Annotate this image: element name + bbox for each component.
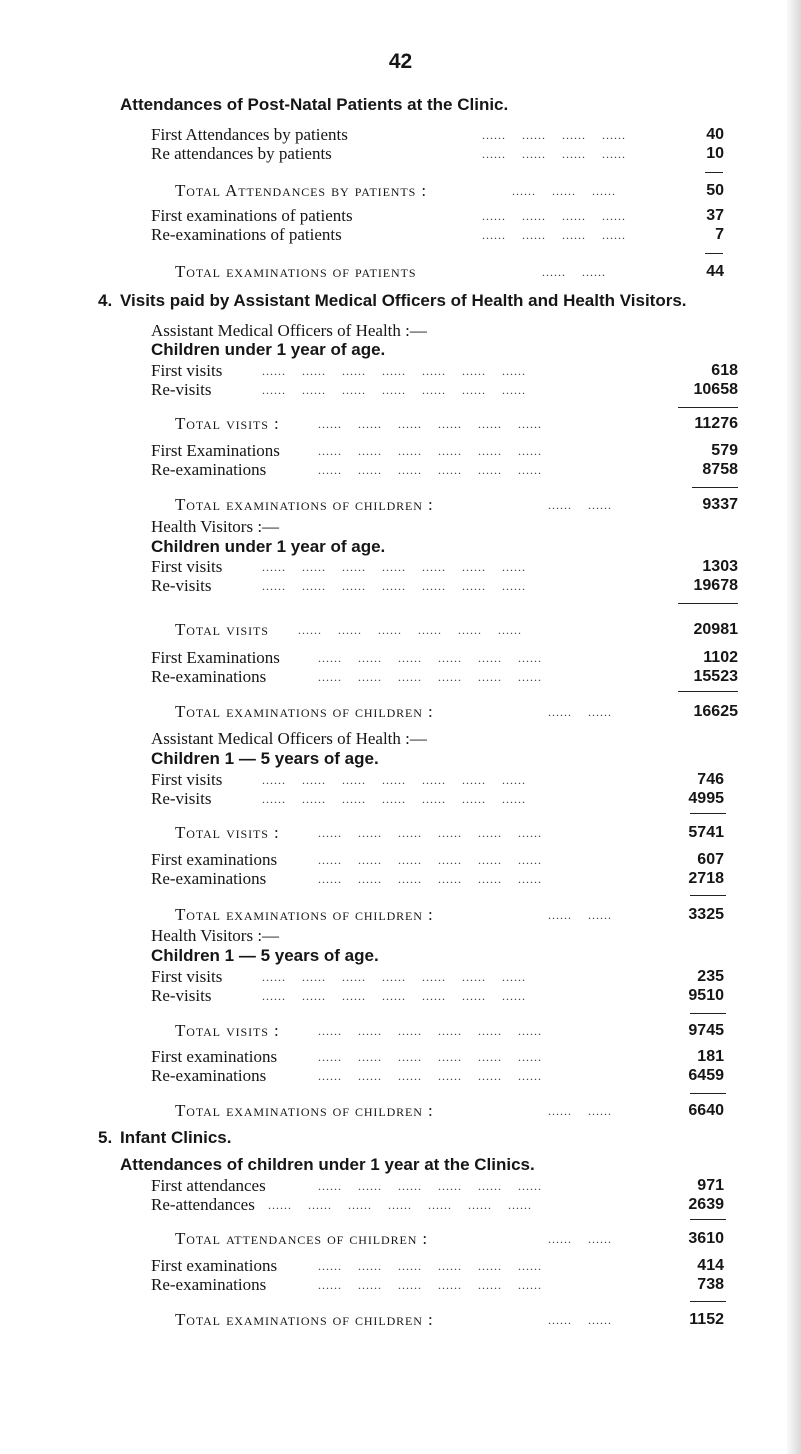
total-value: 9337 bbox=[702, 496, 738, 513]
leader-dots: ...... ...... ...... ...... bbox=[482, 128, 626, 142]
total-value: 6640 bbox=[688, 1102, 724, 1119]
sum-rule bbox=[678, 407, 738, 408]
section-subheading: Attendances of children under 1 year at the Clinics. bbox=[120, 1155, 535, 1174]
leader-dots: ...... ...... ...... ...... ...... ...... bbox=[318, 1050, 542, 1064]
row-label: First Examinations bbox=[151, 648, 280, 667]
leader-dots: ...... ...... ...... ...... ...... ...... bbox=[318, 417, 542, 431]
row-value: 7 bbox=[715, 226, 724, 243]
sum-rule bbox=[678, 691, 738, 692]
leader-dots: ...... ...... ...... ...... ...... ...... bbox=[318, 651, 542, 665]
row-label: Re-examinations bbox=[151, 667, 267, 686]
row-label: Re attendances by patients bbox=[151, 144, 332, 163]
total-label: Total attendances of children : bbox=[175, 1229, 429, 1248]
page-edge-shadow bbox=[787, 0, 801, 1454]
total-label: Total examinations of children : bbox=[175, 1310, 434, 1329]
leader-dots: ...... ...... ...... ...... ...... ...... bbox=[318, 826, 542, 840]
row-value: 10658 bbox=[693, 381, 738, 398]
row-value: 1102 bbox=[703, 649, 738, 666]
sum-rule bbox=[692, 487, 738, 488]
row-label: First visits bbox=[151, 361, 223, 380]
row-label: Re-examinations bbox=[151, 1066, 267, 1085]
section-heading-visits: Visits paid by Assistant Medical Officers of Health and Health Visitors. bbox=[120, 291, 687, 310]
row-label: First examinations bbox=[151, 850, 278, 869]
row-value: 6459 bbox=[688, 1067, 724, 1084]
row-value: 607 bbox=[697, 851, 724, 868]
sum-rule bbox=[690, 1093, 726, 1094]
row-label: Re-visits bbox=[151, 789, 212, 808]
leader-dots: ...... ...... bbox=[548, 705, 612, 719]
row-value: 746 bbox=[697, 771, 724, 788]
row-value: 579 bbox=[711, 442, 738, 459]
row-value: 618 bbox=[711, 362, 738, 379]
row-value: 10 bbox=[706, 145, 724, 162]
row-value: 1303 bbox=[702, 558, 738, 575]
leader-dots: ...... ...... ...... ...... ...... ...... bbox=[318, 853, 542, 867]
row-label: First Attendances by patients bbox=[151, 125, 348, 144]
row-label: First attendances bbox=[151, 1176, 266, 1195]
total-value: 1152 bbox=[689, 1311, 724, 1328]
sum-rule bbox=[690, 813, 726, 814]
total-value: 20981 bbox=[693, 621, 738, 638]
sum-rule bbox=[705, 253, 723, 254]
total-value: 11276 bbox=[694, 415, 738, 432]
row-label: Re-examinations bbox=[151, 869, 267, 888]
page-number: 42 bbox=[388, 50, 413, 73]
leader-dots: ...... ...... ...... ...... ...... ...... bbox=[318, 444, 542, 458]
group-subheading: Children under 1 year of age. bbox=[151, 340, 386, 359]
sum-rule bbox=[690, 1301, 726, 1302]
row-label: Re-examinations of patients bbox=[151, 225, 342, 244]
total-value: 3325 bbox=[688, 906, 724, 923]
total-value: 9745 bbox=[688, 1022, 724, 1039]
total-value: 5741 bbox=[688, 824, 724, 841]
row-label: First examinations bbox=[151, 1047, 278, 1066]
leader-dots: ...... ...... ...... ...... ...... ...... ...... bbox=[268, 1198, 532, 1212]
total-value: 16625 bbox=[693, 703, 738, 720]
leader-dots: ...... ...... ...... ...... bbox=[482, 209, 626, 223]
row-label: First Examinations bbox=[151, 441, 280, 460]
total-label: Total Attendances by patients : bbox=[175, 181, 427, 200]
section-heading-infant-clinics: Infant Clinics. bbox=[120, 1128, 232, 1147]
total-value: 50 bbox=[706, 182, 724, 199]
leader-dots: ...... ...... bbox=[548, 498, 612, 512]
leader-dots: ...... ...... ...... ...... bbox=[482, 228, 626, 242]
row-value: 19678 bbox=[693, 577, 738, 594]
row-value: 9510 bbox=[688, 987, 724, 1004]
leader-dots: ...... ...... ...... ...... ...... ...... bbox=[318, 1179, 542, 1193]
leader-dots: ...... ...... ...... ...... bbox=[482, 147, 626, 161]
sum-rule bbox=[705, 172, 723, 173]
leader-dots: ...... ...... bbox=[548, 1313, 612, 1327]
group-intro: Assistant Medical Officers of Health :— bbox=[151, 729, 427, 748]
leader-dots: ...... ...... ...... ...... ...... ...... ...... bbox=[262, 792, 526, 806]
row-label: First visits bbox=[151, 967, 223, 986]
total-label: Total examinations of patients bbox=[175, 262, 417, 281]
total-label: Total examinations of children : bbox=[175, 702, 434, 721]
row-value: 37 bbox=[706, 207, 724, 224]
row-label: First visits bbox=[151, 770, 223, 789]
leader-dots: ...... ...... ...... ...... ...... ...... ...... bbox=[262, 560, 526, 574]
leader-dots: ...... ...... bbox=[548, 1104, 612, 1118]
leader-dots: ...... ...... ...... ...... ...... ...... bbox=[318, 872, 542, 886]
leader-dots: ...... ...... ...... ...... ...... ...... bbox=[318, 1069, 542, 1083]
row-value: 181 bbox=[697, 1048, 724, 1065]
section-number: 5. bbox=[98, 1128, 113, 1147]
leader-dots: ...... ...... ...... ...... ...... ...... ...... bbox=[262, 579, 526, 593]
row-value: 2718 bbox=[688, 870, 724, 887]
leader-dots: ...... ...... ...... ...... ...... ...... ...... bbox=[262, 989, 526, 1003]
leader-dots: ...... ...... ...... ...... ...... ...... bbox=[318, 463, 542, 477]
row-label: First examinations bbox=[151, 1256, 278, 1275]
leader-dots: ...... ...... bbox=[548, 1232, 612, 1246]
row-label: Re-examinations bbox=[151, 460, 267, 479]
leader-dots: ...... ...... ...... ...... ...... ...... bbox=[318, 670, 542, 684]
row-label: First visits bbox=[151, 557, 223, 576]
leader-dots: ...... ...... ...... bbox=[512, 184, 616, 198]
total-label: Total visits : bbox=[175, 1021, 280, 1040]
group-intro: Assistant Medical Officers of Health :— bbox=[151, 321, 427, 340]
sum-rule bbox=[690, 1013, 726, 1014]
leader-dots: ...... ...... ...... ...... ...... ...... bbox=[318, 1259, 542, 1273]
row-value: 235 bbox=[697, 968, 724, 985]
sum-rule bbox=[690, 895, 726, 896]
total-value: 44 bbox=[706, 263, 724, 280]
leader-dots: ...... ...... ...... ...... ...... ...... ...... bbox=[262, 364, 526, 378]
row-label: Re-attendances bbox=[151, 1195, 255, 1214]
section-number: 4. bbox=[98, 291, 113, 310]
total-value: 3610 bbox=[688, 1230, 724, 1247]
row-label: Re-visits bbox=[151, 986, 212, 1005]
group-subheading: Children 1 — 5 years of age. bbox=[151, 946, 379, 965]
row-value: 738 bbox=[697, 1276, 724, 1293]
total-label: Total visits bbox=[175, 620, 269, 639]
total-label: Total examinations of children : bbox=[175, 495, 434, 514]
leader-dots: ...... ...... bbox=[548, 908, 612, 922]
row-value: 971 bbox=[697, 1177, 724, 1194]
row-label: Re-examinations bbox=[151, 1275, 267, 1294]
group-intro: Health Visitors :— bbox=[151, 517, 280, 536]
group-intro: Health Visitors :— bbox=[151, 926, 280, 945]
row-label: First examinations of patients bbox=[151, 206, 353, 225]
total-label: Total visits : bbox=[175, 414, 280, 433]
section-heading-post-natal: Attendances of Post-Natal Patients at the Clinic. bbox=[120, 95, 509, 114]
leader-dots: ...... ...... ...... ...... ...... ...... ...... bbox=[262, 383, 526, 397]
leader-dots: ...... ...... ...... ...... ...... ...... bbox=[318, 1278, 542, 1292]
total-label: Total examinations of children : bbox=[175, 905, 434, 924]
row-value: 4995 bbox=[688, 790, 724, 807]
row-value: 414 bbox=[697, 1257, 724, 1274]
leader-dots: ...... ...... ...... ...... ...... ...... ...... bbox=[262, 970, 526, 984]
total-label: Total visits : bbox=[175, 823, 280, 842]
group-subheading: Children 1 — 5 years of age. bbox=[151, 749, 379, 768]
row-value: 40 bbox=[706, 126, 724, 143]
row-value: 8758 bbox=[702, 461, 738, 478]
total-label: Total examinations of children : bbox=[175, 1101, 434, 1120]
leader-dots: ...... ...... ...... ...... ...... ...... bbox=[298, 623, 522, 637]
sum-rule bbox=[678, 603, 738, 604]
leader-dots: ...... ...... ...... ...... ...... ...... ...... bbox=[262, 773, 526, 787]
row-value: 15523 bbox=[693, 668, 738, 685]
row-label: Re-visits bbox=[151, 576, 212, 595]
row-value: 2639 bbox=[688, 1196, 724, 1213]
row-label: Re-visits bbox=[151, 380, 212, 399]
leader-dots: ...... ...... ...... ...... ...... ...... bbox=[318, 1024, 542, 1038]
leader-dots: ...... ...... bbox=[542, 265, 606, 279]
group-subheading: Children under 1 year of age. bbox=[151, 537, 386, 556]
sum-rule bbox=[690, 1219, 726, 1220]
